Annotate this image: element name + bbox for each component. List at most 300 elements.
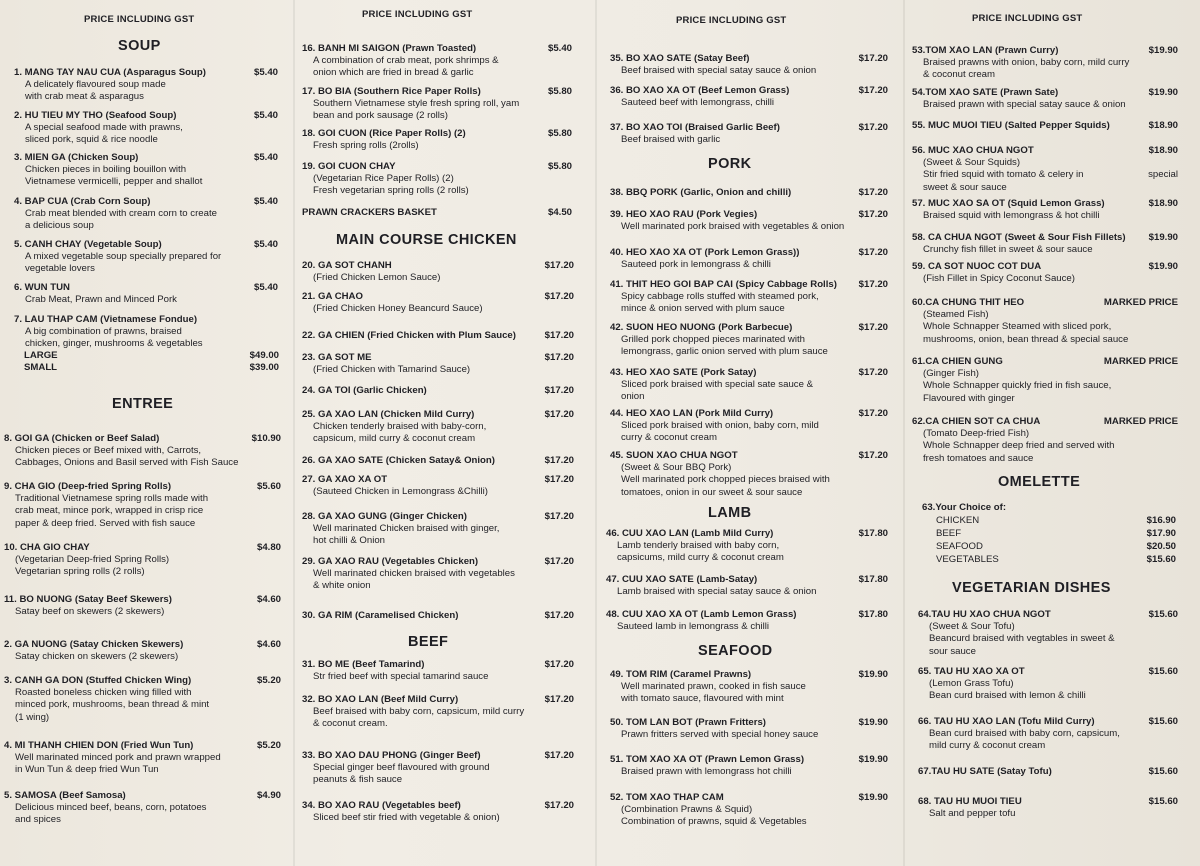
menu-item [610,85,888,109]
menu-item-name: 64.TAU HU XAO CHUA NGOT [918,609,1051,620]
menu-item [302,207,572,219]
menu-item-description: Flavoured with ginger [923,392,1015,404]
menu-item-description: Sauteed lamb in lemongrass & chilli [617,621,769,633]
price-note: PRICE INCLUDING GST [84,14,195,25]
menu-item [610,279,888,316]
menu-item-description: Cabbages, Onions and Basil served with Fish Sauce [15,457,239,469]
menu-item-name: 54.TOM XAO SATE (Prawn Sate) [912,87,1059,98]
menu-item-description: Southern Vietnamese style fresh spring roll, yam [313,98,520,110]
menu-item-price: $5.40 [253,282,278,293]
menu-item-name: 37. BO XAO TOI (Braised Garlic Beef) [610,122,780,133]
menu-item-description: Whole Schnapper quickly fried in fish sauce, [923,380,1112,392]
menu-item-price: $18.90 [1148,198,1178,209]
menu-item-description: Crab Meat, Prawn and Minced Pork [25,294,177,306]
menu-item-description: (Sauteed Chicken in Lemongrass &Chilli) [313,486,488,498]
menu-item-price: $17.20 [544,409,574,420]
menu-item-name: 20. GA SOT CHANH [302,260,392,271]
menu-item-description: Fresh spring rolls (2rolls) [313,140,419,152]
menu-item [918,766,1178,778]
menu-item-description: mushrooms, onion, bean thread & special sauce [923,333,1129,345]
menu-item-price: $5.20 [256,675,281,686]
size-price: $49.00 [249,350,279,361]
menu-item [302,610,574,622]
menu-item [302,511,574,548]
menu-item-price: $18.90 [1148,120,1178,131]
menu-item-description: Well marinated minced pork and prawn wrapped [15,752,221,764]
menu-item [14,152,278,189]
menu-item-price: $17.20 [544,610,574,621]
omelette-option [936,541,1176,553]
menu-item-description: peanuts & fish sauce [313,774,403,786]
menu-item-name: 60.CA CHUNG THIT HEO [912,297,1025,308]
menu-item-description: Braised prawn with special satay sauce & onion [923,99,1126,111]
menu-item-name: 43. HEO XAO SATE (Pork Satay) [610,367,757,378]
menu-item-description: (Sweet & Sour Tofu) [929,621,1015,633]
menu-item-description: Special ginger beef flavoured with ground [313,762,490,774]
menu-item-description: (Vegetarian Rice Paper Rolls) (2) [313,173,454,185]
section-heading-seafood: SEAFOOD [698,643,773,659]
menu-item-name: 2. GA NUONG (Satay Chicken Skewers) [4,639,184,650]
menu-item [912,261,1178,285]
menu-item [14,239,278,276]
menu-item [302,43,572,80]
section-heading-chicken: MAIN COURSE CHICKEN [336,232,517,248]
menu-item-name: 46. CUU XAO LAN (Lamb Mild Curry) [606,528,774,539]
menu-item [918,716,1178,753]
page-fold [293,0,295,866]
menu-item [4,594,281,618]
menu-item [912,198,1178,222]
menu-item-description: Braised squid with lemongrass & hot chilli [923,210,1100,222]
menu-item-description: tomatoes, onion in our sweet & sour sauce [621,486,803,498]
menu-item-name: 62.CA CHIEN SOT CA CHUA [912,416,1041,427]
menu-item-description: Delicious minced beef, beans, corn, potatoes [15,802,207,814]
menu-item-description: hot chilli & Onion [313,535,385,547]
menu-item-price: $4.60 [256,594,281,605]
menu-item-price: $5.80 [547,128,572,139]
page-fold [903,0,905,866]
section-heading-entree: ENTREE [112,396,174,412]
menu-item-name: 10. CHA GIO CHAY [4,542,90,553]
menu-item-description: (Steamed Fish) [923,309,989,321]
menu-item-price: $17.80 [858,528,888,539]
section-heading-pork: PORK [708,156,752,172]
menu-item-name: 47. CUU XAO SATE (Lamb-Satay) [606,574,758,585]
menu-item-description: lemongrass, garlic onion served with plum sauce [621,346,828,358]
menu-item-price: $19.90 [1148,261,1178,272]
menu-item-note: special [1148,169,1178,180]
menu-item-description: mild curry & coconut cream [929,740,1046,752]
menu-item [912,416,1178,465]
menu-item-price: $15.60 [1148,716,1178,727]
menu-item [302,352,574,376]
omelette-option-price: $20.50 [1146,541,1176,552]
menu-item [302,455,574,467]
menu-item-description: curry & coconut cream [621,432,717,444]
menu-item-price: $17.20 [858,122,888,133]
menu-item-description: vegetable lovers [25,263,95,275]
menu-item-price: $17.20 [858,408,888,419]
menu-item-description: Combination of prawns, squid & Vegetables [621,816,807,828]
omelette-option-price: $17.90 [1146,528,1176,539]
menu-item-price: $17.20 [858,85,888,96]
menu-item-price: $5.80 [547,161,572,172]
menu-item-price: $17.20 [858,279,888,290]
menu-item [302,556,574,593]
size-price: $39.00 [249,362,279,373]
menu-item-price: $19.90 [1148,45,1178,56]
menu-item-description: Salt and pepper tofu [929,808,1016,820]
menu-item-name: 4. MI THANH CHIEN DON (Fried Wun Tun) [4,740,194,751]
menu-item-price: $17.80 [858,574,888,585]
menu-item-price: $19.90 [858,792,888,803]
menu-item [606,528,888,565]
menu-item-description: bean and pork sausage (2 rolls) [313,110,448,122]
menu-item-description: Sliced beef stir fried with vegetable & onion) [313,812,500,824]
menu-item-description: crab meat, mince pork, wrapped in crisp rice [15,505,204,517]
menu-item-description: with tomato sauce, flavoured with mint [621,693,784,705]
menu-item-name: 57. MUC XAO SA OT (Squid Lemon Grass) [912,198,1105,209]
menu-item [14,314,278,351]
menu-item-description: paper & deep fried. Served with fish sauce [15,517,196,529]
menu-item-name: 19. GOI CUON CHAY [302,161,396,172]
menu-item-description: Stir fried squid with tomato & celery in [923,169,1084,181]
menu-item-name: 48. CUU XAO XA OT (Lamb Lemon Grass) [606,609,797,620]
menu-item-price: $17.20 [544,800,574,811]
menu-item-name: 5. CANH CHAY (Vegetable Soup) [14,239,162,250]
menu-item-price: $5.40 [253,152,278,163]
menu-item-name: 17. BO BIA (Southern Rice Paper Rolls) [302,86,481,97]
menu-item-name: 31. BO ME (Beef Tamarind) [302,659,425,670]
menu-item-description: minced pork, mushrooms, bean thread & mint [15,699,210,711]
menu-item-description: Well marinated pork chopped pieces braised with [621,474,830,486]
menu-item-description: Sliced pork braised with special sate sauce & [621,379,813,391]
menu-item-description: Braised prawn with lemongrass hot chilli [621,766,792,778]
menu-item-description: & coconut cream. [313,718,388,730]
menu-item-description: Braised prawns with onion, baby corn, mild curry [923,57,1130,69]
menu-item [610,247,888,271]
menu-item-price: $19.90 [858,717,888,728]
price-note: PRICE INCLUDING GST [972,13,1083,24]
menu-column-3 [604,0,896,866]
menu-item-name: 26. GA XAO SATE (Chicken Satay& Onion) [302,455,495,466]
menu-item [610,669,888,706]
menu-item-price: $5.80 [547,86,572,97]
menu-item-description: Lamb tenderly braised with baby corn, [617,540,780,552]
menu-item-name: 7. LAU THAP CAM (Vietnamese Fondue) [14,314,198,325]
menu-item-name: 49. TOM RIM (Caramel Prawns) [610,669,752,680]
menu-item-price: $5.40 [253,239,278,250]
menu-item [610,792,888,829]
menu-item-name: 29. GA XAO RAU (Vegetables Chicken) [302,556,479,567]
menu-item-name: 6. WUN TUN [14,282,70,293]
menu-item-description: A big combination of prawns, braised [25,326,182,338]
menu-item-description: & white onion [313,580,371,592]
menu-item-description: Beef braised with special satay sauce & onion [621,65,817,77]
menu-item-price: $17.20 [544,291,574,302]
menu-item-description: and spices [15,814,61,826]
menu-item [912,120,1178,132]
menu-item [610,408,888,445]
menu-item-price: $18.90 [1148,145,1178,156]
menu-item-price: $17.20 [544,750,574,761]
menu-item-name: 50. TOM LAN BOT (Prawn Fritters) [610,717,767,728]
menu-item [4,740,281,777]
menu-item-description: Vegetarian spring rolls (2 rolls) [15,566,145,578]
menu-item [302,385,574,397]
menu-item [610,122,888,146]
menu-item [4,639,281,663]
menu-item-price: $17.20 [544,260,574,271]
menu-item-price: $17.20 [544,694,574,705]
menu-item [918,666,1178,703]
menu-item-price: $5.40 [253,110,278,121]
menu-item [302,260,574,284]
menu-item-price: $5.20 [256,740,281,751]
menu-item-name: 61.CA CHIEN GUNG [912,356,1003,367]
menu-item-name: 18. GOI CUON (Rice Paper Rolls) (2) [302,128,466,139]
menu-item-description: Sliced pork braised with onion, baby corn, mild [621,420,819,432]
menu-item-description: Well marinated Chicken braised with ginger, [313,523,500,535]
menu-item-description: Well marinated pork braised with vegetables & onion [621,221,845,233]
menu-item-price: $4.50 [547,207,572,218]
menu-item-name: 39. HEO XAO RAU (Pork Vegies) [610,209,758,220]
omelette-option-label: CHICKEN [936,515,980,526]
menu-item [14,67,278,104]
omelette-option-label: SEAFOOD [936,541,983,552]
menu-item [302,330,574,342]
menu-item-name: 22. GA CHIEN (Fried Chicken with Plum Sauce) [302,330,516,341]
menu-item-description: (1 wing) [15,711,50,723]
menu-column-2 [296,0,586,866]
menu-item [4,481,281,530]
menu-item-description: Satay chicken on skewers (2 skewers) [15,651,179,663]
menu-item-name: 11. BO NUONG (Satay Beef Skewers) [4,594,172,605]
menu-item-description: Beef braised with garlic [621,134,721,146]
menu-column-4 [910,0,1200,866]
menu-item-description: sliced pork, squid & rice noodle [25,134,158,146]
menu-item-name: 21. GA CHAO [302,291,363,302]
menu-item-name: 30. GA RIM (Caramelised Chicken) [302,610,459,621]
menu-item-description: A special seafood made with prawns, [25,122,183,134]
menu-item [610,717,888,741]
menu-item-price: $4.60 [256,639,281,650]
menu-item [610,53,888,77]
omelette-option-price: $15.60 [1146,554,1176,565]
menu-item-name: 53.TOM XAO LAN (Prawn Curry) [912,45,1059,56]
menu-item [4,433,281,470]
menu-item-price: $19.90 [1148,87,1178,98]
menu-item-name: 24. GA TOI (Garlic Chicken) [302,385,427,396]
omelette-option [936,528,1176,540]
menu-item-name: 59. CA SOT NUOC COT DUA [912,261,1042,272]
menu-item-description: with crab meat & asparagus [25,91,144,103]
menu-item-description: in Wun Tun & deep fried Wun Tun [15,764,159,776]
menu-item-description: Traditional Vietnamese spring rolls made with [15,493,209,505]
menu-item-description: (Sweet & Sour Squids) [923,157,1021,169]
menu-item-description: capsicum, mild curry & coconut cream [313,433,476,445]
menu-item-description: (Ginger Fish) [923,368,979,380]
menu-item-description: onion [621,391,645,403]
menu-item [4,790,281,827]
menu-item-price: $10.90 [251,433,281,444]
menu-item-name: 56. MUC XAO CHUA NGOT [912,145,1034,156]
menu-item-price: $17.80 [858,609,888,620]
menu-item-price: $17.20 [544,455,574,466]
size-price-row [24,362,279,374]
menu-item-name: 8. GOI GA (Chicken or Beef Salad) [4,433,160,444]
menu-item-name: 1. MANG TAY NAU CUA (Asparagus Soup) [14,67,206,78]
menu-item-price: MARKED PRICE [1103,297,1178,308]
menu-item-description: (Fried Chicken with Tamarind Sauce) [313,364,471,376]
menu-item-description: Prawn fritters served with special honey sauce [621,729,819,741]
menu-item-price: $15.60 [1148,609,1178,620]
menu-item-description: Whole Schnapper deep fried and served with [923,440,1115,452]
omelette-option [936,554,1176,566]
menu-item-name: 3. MIEN GA (Chicken Soup) [14,152,139,163]
menu-item-name: 55. MUC MUOI TIEU (Salted Pepper Squids) [912,120,1110,131]
menu-item-description: Str fried beef with special tamarind sauce [313,671,489,683]
page-fold [595,0,597,866]
section-heading-soup: SOUP [118,38,161,54]
menu-item-description: Chicken pieces in boiling bouillon with [25,164,187,176]
menu-item [14,282,278,306]
menu-item-description: Sauteed pork in lemongrass & chilli [621,259,771,271]
menu-item-description: mince & onion served with plum sauce [621,303,785,315]
menu-item-description: chicken, ginger, mushrooms & vegetables [25,338,203,350]
menu-item [912,232,1178,256]
menu-item [302,659,574,683]
menu-item-name: 66. TAU HU XAO LAN (Tofu Mild Curry) [918,716,1095,727]
menu-item-description: fresh tomatoes and sauce [923,452,1034,464]
menu-item-price: $17.20 [544,385,574,396]
menu-item-name: 25. GA XAO LAN (Chicken Mild Curry) [302,409,475,420]
menu-item-name: 4. BAP CUA (Crab Corn Soup) [14,196,151,207]
menu-item-price: $17.20 [544,659,574,670]
omelette-intro [922,502,1006,514]
price-note: PRICE INCLUDING GST [362,9,473,20]
menu-item-name: 58. CA CHUA NGOT (Sweet & Sour Fish Fillets) [912,232,1126,243]
menu-item [4,542,281,579]
menu-item-price: $17.20 [858,187,888,198]
section-heading-lamb: LAMB [708,505,752,521]
menu-item-price: $17.20 [544,474,574,485]
size-label: SMALL [24,362,58,373]
menu-item-price: $5.40 [547,43,572,54]
size-price-row [24,350,279,362]
menu-item [912,45,1178,82]
menu-item-name: 52. TOM XAO THAP CAM [610,792,724,803]
menu-item-description: Chicken pieces or Beef mixed with, Carrots, [15,445,202,457]
menu-item-description: (Sweet & Sour BBQ Pork) [621,462,732,474]
menu-item-description: (Fried Chicken Lemon Sauce) [313,272,441,284]
menu-item-name: 28. GA XAO GUNG (Ginger Chicken) [302,511,467,522]
menu-item [302,409,574,446]
size-label: LARGE [24,350,58,361]
menu-item-name: 67.TAU HU SATE (Satay Tofu) [918,766,1052,777]
menu-item-price: $5.60 [256,481,281,492]
menu-item-description: sour sauce [929,645,976,657]
menu-item-description: Bean curd braised with baby corn, capsicum, [929,728,1120,740]
menu-item [610,187,888,199]
menu-item [912,87,1178,111]
menu-item-description: Roasted boneless chicken wing filled with [15,687,192,699]
menu-item [4,675,281,724]
menu-item [912,356,1178,405]
menu-item [302,161,572,198]
menu-item [912,297,1178,346]
menu-item-description: Fresh vegetarian spring rolls (2 rolls) [313,185,469,197]
menu-item-description: & coconut cream [923,69,995,81]
menu-item-description: Bean curd braised with lemon & chilli [929,690,1086,702]
omelette-intro-text: 63.Your Choice of: [922,502,1007,513]
menu-item-price: $19.90 [858,754,888,765]
menu-item [918,609,1178,658]
menu-item-name: 41. THIT HEO GOI BAP CAI (Spicy Cabbage Rolls) [610,279,837,290]
menu-item-description: (Fried Chicken Honey Beancurd Sauce) [313,303,483,315]
menu-item-name: 68. TAU HU MUOI TIEU [918,796,1022,807]
menu-item-description: capsicums, mild curry & coconut cream [617,552,784,564]
menu-item-name: 2. HU TIEU MY THO (Seafood Soup) [14,110,177,121]
menu-item [918,796,1178,820]
menu-item-price: $17.20 [858,247,888,258]
section-heading-vegetarian: VEGETARIAN DISHES [952,580,1111,596]
menu-item [606,574,888,598]
menu-item-name: 3. CANH GA DON (Stuffed Chicken Wing) [4,675,192,686]
menu-item-name: 38. BBQ PORK (Garlic, Onion and chilli) [610,187,792,198]
omelette-option-label: VEGETABLES [936,554,999,565]
menu-item-name: 16. BANH MI SAIGON (Prawn Toasted) [302,43,477,54]
menu-item-description: sweet & sour sauce [923,181,1007,193]
menu-item-price: $17.20 [544,511,574,522]
menu-item [14,110,278,147]
menu-item-name: 35. BO XAO SATE (Satay Beef) [610,53,750,64]
menu-item [912,145,1178,194]
menu-item [610,367,888,404]
menu-item-name: 44. HEO XAO LAN (Pork Mild Curry) [610,408,774,419]
menu-item-price: $17.20 [858,367,888,378]
menu-item-description: Sauteed beef with lemongrass, chilli [621,97,775,109]
menu-item-price: $15.60 [1148,666,1178,677]
section-heading-beef: BEEF [408,634,449,650]
menu-item-name: 36. BO XAO XA OT (Beef Lemon Grass) [610,85,790,96]
menu-item [302,291,574,315]
menu-item-price: $5.40 [253,67,278,78]
menu-item-description: onion which are fried in bread & garlic [313,67,474,79]
menu-item-price: $15.60 [1148,796,1178,807]
menu-item-name: 9. CHA GIO (Deep-fried Spring Rolls) [4,481,172,492]
menu-item [302,694,574,731]
menu-item-description: (Fish Fillet in Spicy Coconut Sauce) [923,273,1075,285]
menu-item [302,128,572,152]
menu-item-description: Well marinated prawn, cooked in fish sauce [621,681,806,693]
menu-item-description: (Tomato Deep-fried Fish) [923,428,1030,440]
menu-item-price: $15.60 [1148,766,1178,777]
menu-item [610,754,888,778]
menu-item-price: $17.20 [858,450,888,461]
menu-item-description: a delicious soup [25,220,94,232]
menu-item-price: $4.80 [256,542,281,553]
omelette-option-label: BEEF [936,528,962,539]
menu-item [302,750,574,787]
menu-item-price: MARKED PRICE [1103,416,1178,427]
menu-item-description: (Combination Prawns & Squid) [621,804,753,816]
price-note: PRICE INCLUDING GST [676,15,787,26]
menu-item-description: Satay beef on skewers (2 skewers) [15,606,165,618]
menu-item-price: $17.20 [858,209,888,220]
menu-item-name: 65. TAU HU XAO XA OT [918,666,1025,677]
menu-item-price: $19.90 [1148,232,1178,243]
